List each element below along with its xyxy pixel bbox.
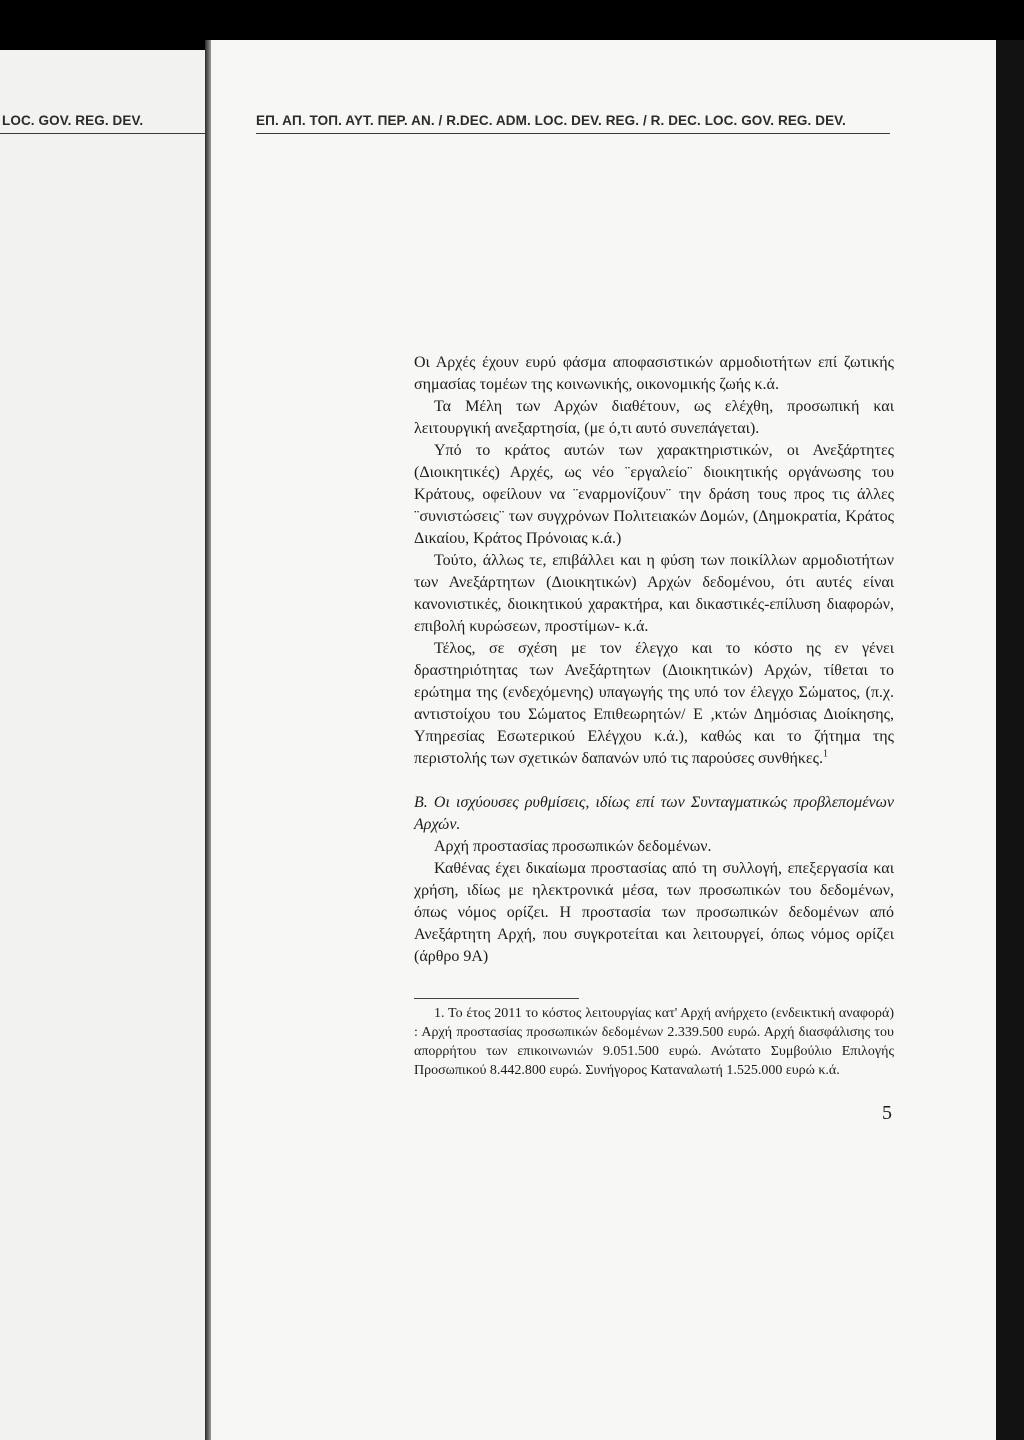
running-header-left: LOC. GOV. REG. DEV. — [2, 113, 144, 128]
body-paragraph: Καθένας έχει δικαίωμα προστασίας από τη συλλογή, επεξεργασία και χρήση, ιδίως με ηλεκτρονικά μέσα, των προσωπικών του δεδομένων, όπως νόμος ορίζει. Η προστασία των προσωπικών δεδομένων από Ανεξάρτητη Αρχή, που συγκροτείται και λειτουργεί, όπως νόμος ορίζει (άρθρο 9Α) — [414, 860, 894, 965]
page-number: 5 — [882, 1102, 892, 1124]
footnote-marker: 1 — [822, 748, 828, 760]
running-header-right: ΕΠ. ΑΠ. ΤΟΠ. ΑΥΤ. ΠΕΡ. ΑΝ. / R.DEC. ADM. LOC. DEV. REG. / R. DEC. LOC. GOV. REG. DEV. — [256, 113, 846, 128]
header-rule-right — [256, 133, 890, 134]
left-page — [0, 50, 205, 1440]
section-heading: Β. Οι ισχύουσες ρυθμίσεις, ιδίως επί των Συνταγματικώς προβλεπομένων Αρχών. — [414, 794, 894, 833]
footnote-separator — [414, 998, 579, 999]
body-paragraph: Τούτο, άλλως τε, επιβάλλει και η φύση των ποικίλλων αρμοδιοτήτων των Ανεξάρτητων (Διοικητικών) Αρχών δεδομένου, ότι αυτές είναι κανονιστικές, διοικητικού χαρακτήρα, και δικαστικές-επίλυση διαφορών, επιβολή κυρώσεων, προστίμων- κ.ά. — [414, 552, 894, 635]
page-edge — [996, 40, 1024, 1440]
body-paragraph: Αρχή προστασίας προσωπικών δεδομένων. — [434, 838, 712, 855]
body-paragraph: Υπό το κράτος αυτών των χαρακτηριστικών, οι Ανεξάρτητες (Διοικητικές) Αρχές, ως νέο ¨εργαλείο¨ διοικητικής οργάνωσης του Κράτους, οφείλουν να ¨εναρμονίζουν¨ την δράση τους προς τις άλλες ¨συνιστώσεις¨ των συγχρόνων Πολιτειακών Δομών, (Δημοκρατία, Κράτος Δικαίου, Κράτος Πρόνοιας κ.ά.) — [414, 442, 894, 547]
main-text-column — [414, 352, 894, 968]
header-rule-left — [0, 133, 205, 134]
body-paragraph: Οι Αρχές έχουν ευρύ φάσμα αποφασιστικών αρμοδιοτήτων επί ζωτικής σημασίας τομέων της κοινωνικής, οικονομικής ζωής κ.ά. — [414, 354, 894, 393]
body-paragraph — [414, 638, 894, 770]
body-paragraph-text: Τέλος, σε σχέση με τον έλεγχο και το κόστο ης εν γένει δραστηριότητας των Ανεξάρτητων (Διοικητικών) Αρχών, τίθεται το ερώτημα της (ενδεχόμενης) υπαγωγής της υπό τον έλεγχο Σώματος, (π.χ. αντιστοίχου του Σώματος Επιθεωρητών/ Ε ,κτών Δημόσιας Διοίκησης, Υπηρεσίας Εσωτερικού Ελέγχου κ.ά.), καθώς και το ζήτημα της περιστολής των σχετικών δαπανών υπό τις παρούσες συνθήκες. — [414, 640, 894, 767]
body-paragraph: Τα Μέλη των Αρχών διαθέτουν, ως ελέχθη, προσωπική και λειτουργική ανεξαρτησία, (με ό,τι αυτό συνεπάγεται). — [414, 398, 894, 437]
footnote: 1. Το έτος 2011 το κόστος λειτουργίας κατ' Αρχή ανήρχετο (ενδεικτική αναφορά) : Αρχή προστασίας προσωπικών δεδομένων 2.339.500 ευρώ. Αρχή διασφάλισης του απορρήτου των επικοινωνιών 9.051.500 ευρώ. Ανώτατο Συμβούλιο Επιλογής Προσωπικού 8.442.800 ευρώ. Συνήγορος Καταναλωτή 1.525.000 ευρώ κ.ά. — [414, 1006, 894, 1078]
